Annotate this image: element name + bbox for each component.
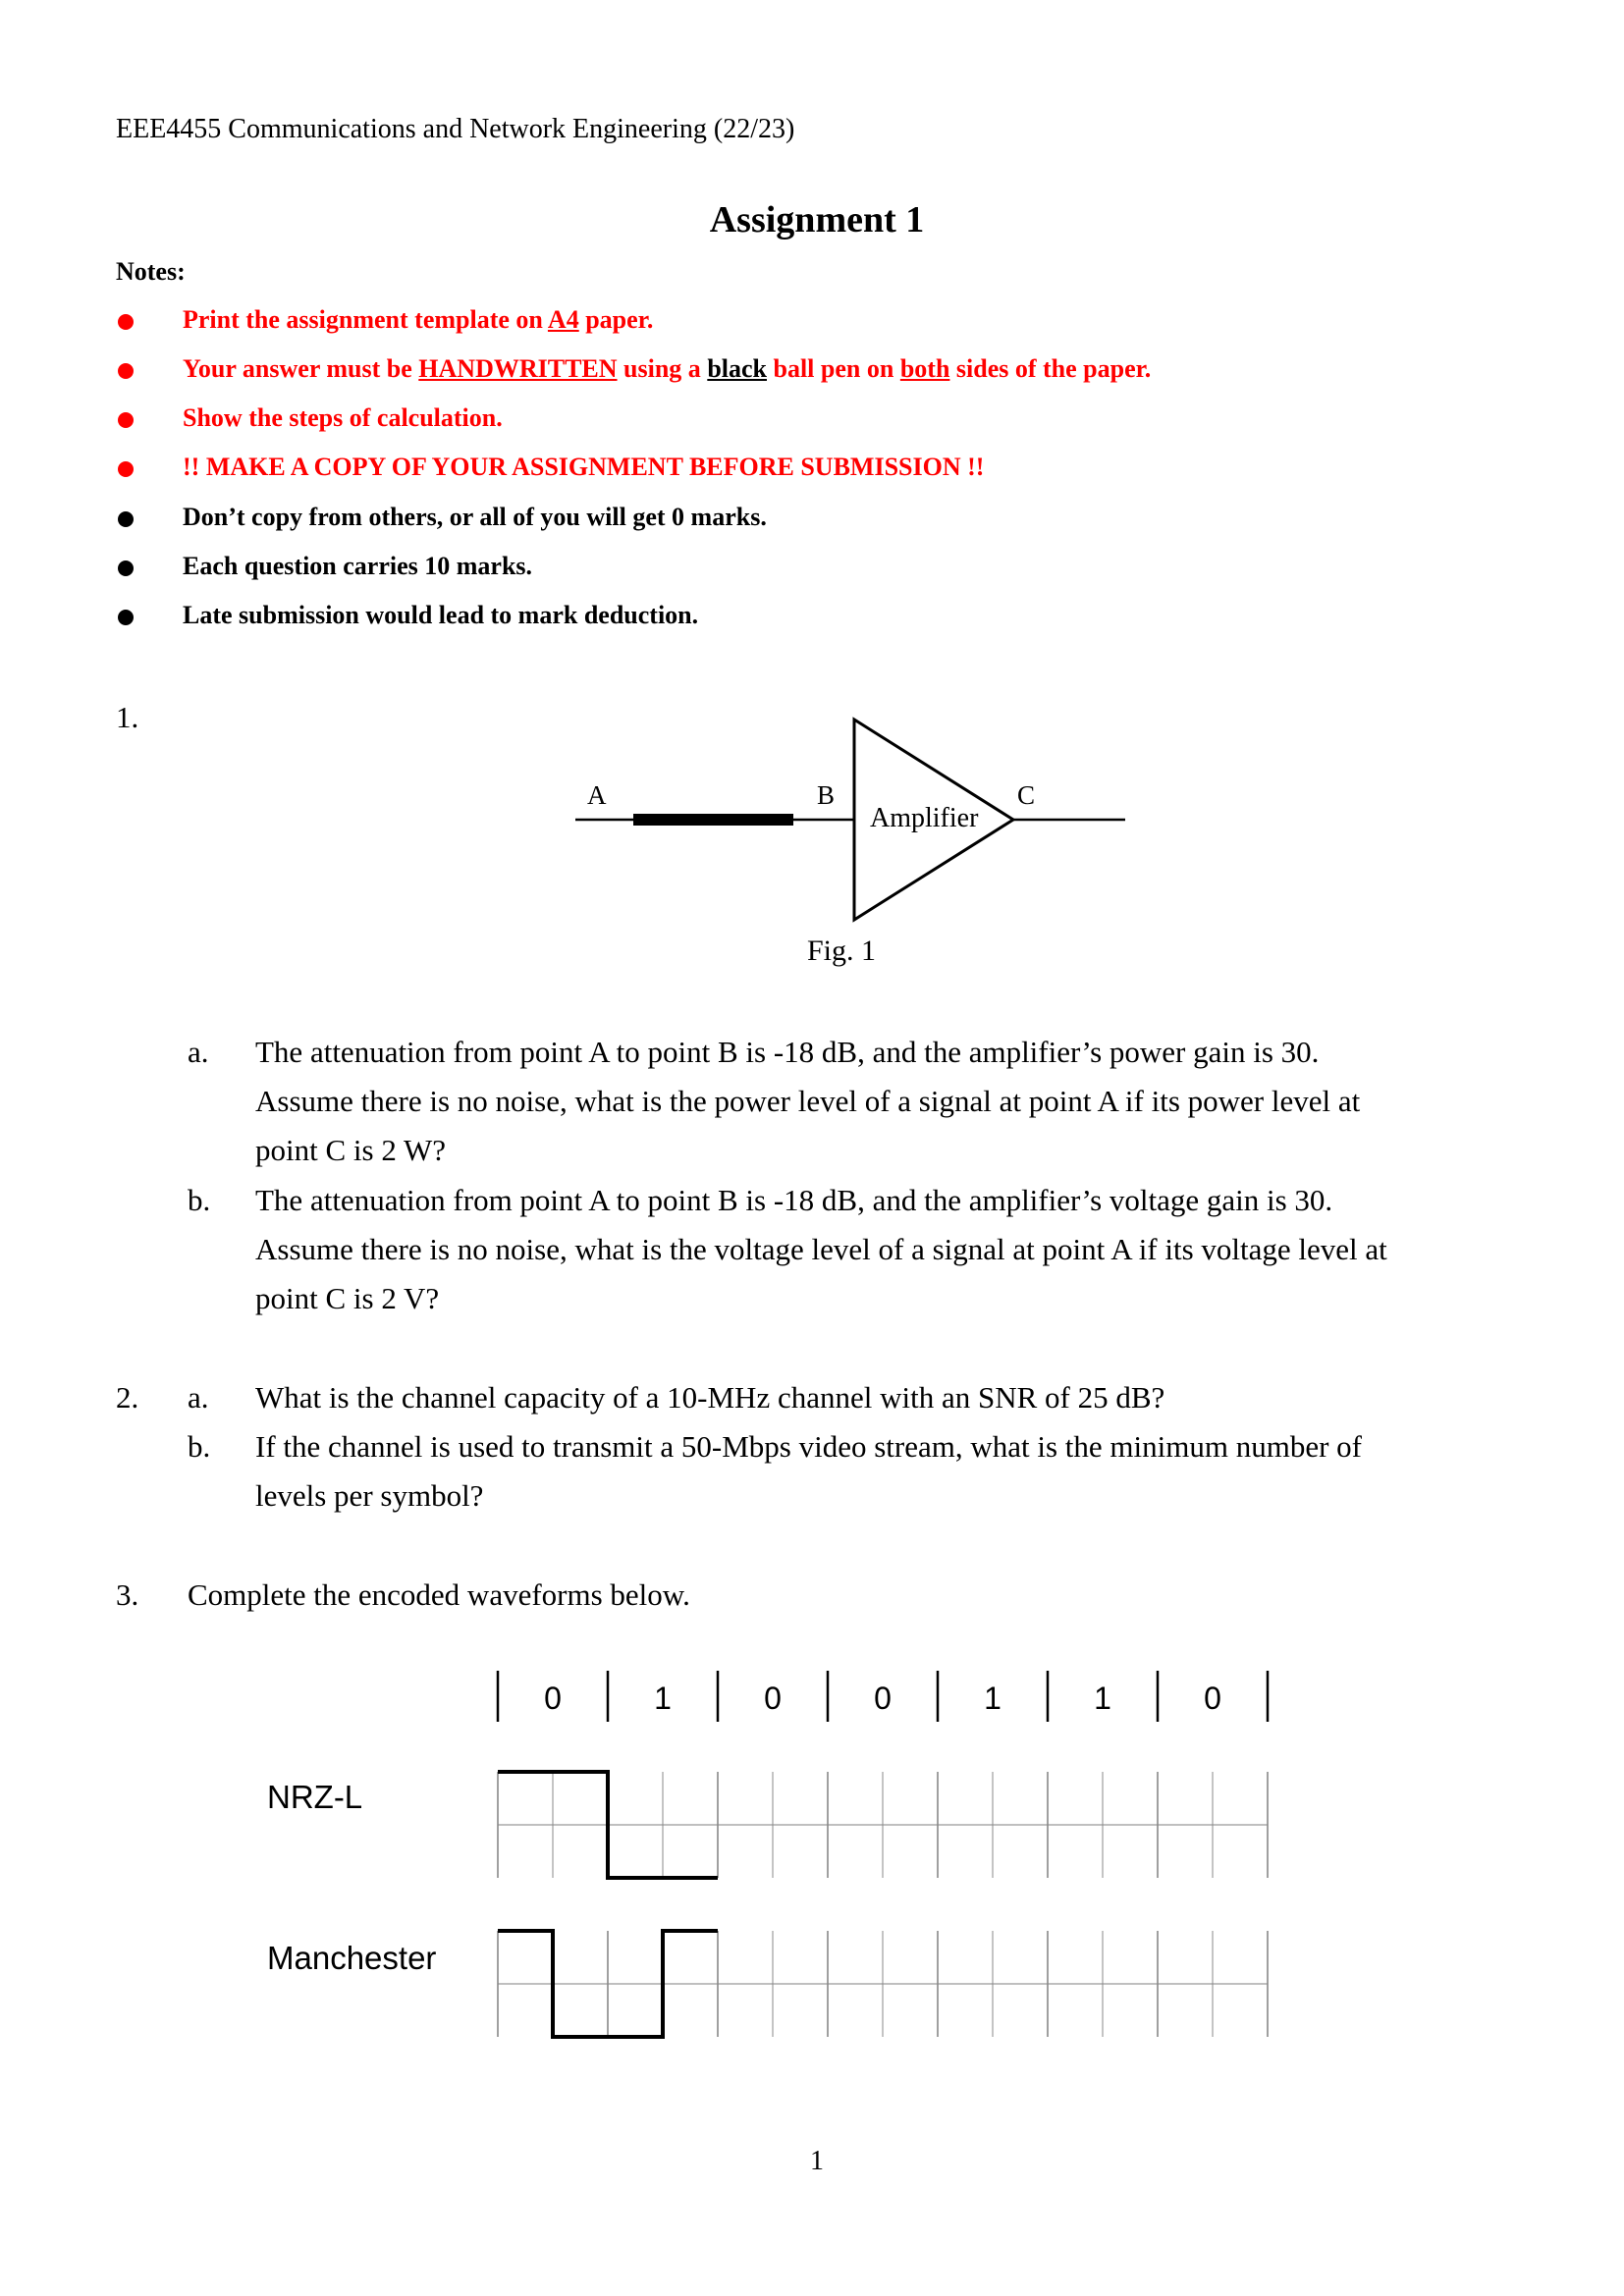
question-2a-letter: a. — [188, 1380, 209, 1415]
question-3-number: 3. — [116, 1577, 139, 1612]
question-1a-line: The attenuation from point A to point B is -18 dB, and the amplifier’s power gain is 30. — [255, 1035, 1320, 1069]
note-late-submission: Late submission would lead to mark deduction. — [183, 601, 699, 629]
bit-label: 0 — [1204, 1681, 1221, 1716]
label-c: C — [1017, 780, 1036, 810]
bit-label: 0 — [544, 1681, 562, 1716]
question-1b-line: point C is 2 V? — [255, 1281, 440, 1315]
notes-label: Notes: — [116, 257, 186, 286]
note-a4-paper: Print the assignment template on A4 paper. — [183, 305, 654, 334]
question-2b-line: levels per symbol? — [255, 1478, 484, 1513]
manchester-label: Manchester — [267, 1940, 437, 1976]
label-a: A — [587, 780, 607, 810]
bit-label: 1 — [1094, 1681, 1111, 1716]
question-1b-line: Assume there is no noise, what is the voltage level of a signal at point A if its voltage level at — [255, 1232, 1387, 1266]
page-title: Assignment 1 — [709, 199, 925, 240]
question-1b-line: The attenuation from point A to point B is -18 dB, and the amplifier’s voltage gain is 30. — [255, 1183, 1333, 1217]
question-2b-letter: b. — [188, 1429, 211, 1464]
nrz-l-label: NRZ-L — [267, 1779, 363, 1815]
bit-label: 0 — [874, 1681, 892, 1716]
question-2a-line: What is the channel capacity of a 10-MHz channel with an SNR of 25 dB? — [255, 1380, 1165, 1415]
question-2b-line: If the channel is used to transmit a 50-Mbps video stream, what is the minimum number of — [255, 1429, 1362, 1464]
question-2-number: 2. — [116, 1380, 139, 1415]
bit-label: 1 — [654, 1681, 672, 1716]
question-1-number: 1. — [116, 700, 139, 734]
question-1a-line: Assume there is no noise, what is the power level of a signal at point A if its power level at — [255, 1084, 1361, 1118]
note-show-steps: Show the steps of calculation. — [183, 403, 503, 432]
note-marks: Each question carries 10 marks. — [183, 552, 533, 580]
question-3-text: Complete the encoded waveforms below. — [188, 1577, 690, 1612]
label-b: B — [817, 780, 836, 810]
figure-caption: Fig. 1 — [807, 934, 877, 967]
note-handwritten: Your answer must be HANDWRITTEN using a black ball pen on both sides of the paper. — [183, 354, 1152, 383]
page-number: 1 — [810, 2146, 824, 2176]
note-no-copying: Don’t copy from others, or all of you will get 0 marks. — [183, 503, 767, 531]
question-1a-letter: a. — [188, 1035, 209, 1069]
note-make-copy: !! MAKE A COPY OF YOUR ASSIGNMENT BEFORE SUBMISSION !! — [183, 453, 985, 481]
bit-label: 1 — [984, 1681, 1001, 1716]
question-1b-letter: b. — [188, 1183, 211, 1217]
amplifier-label: Amplifier — [870, 803, 979, 833]
course-header: EEE4455 Communications and Network Engineering (22/23) — [116, 114, 795, 144]
bit-label: 0 — [764, 1681, 782, 1716]
question-1a-line: point C is 2 W? — [255, 1133, 447, 1167]
